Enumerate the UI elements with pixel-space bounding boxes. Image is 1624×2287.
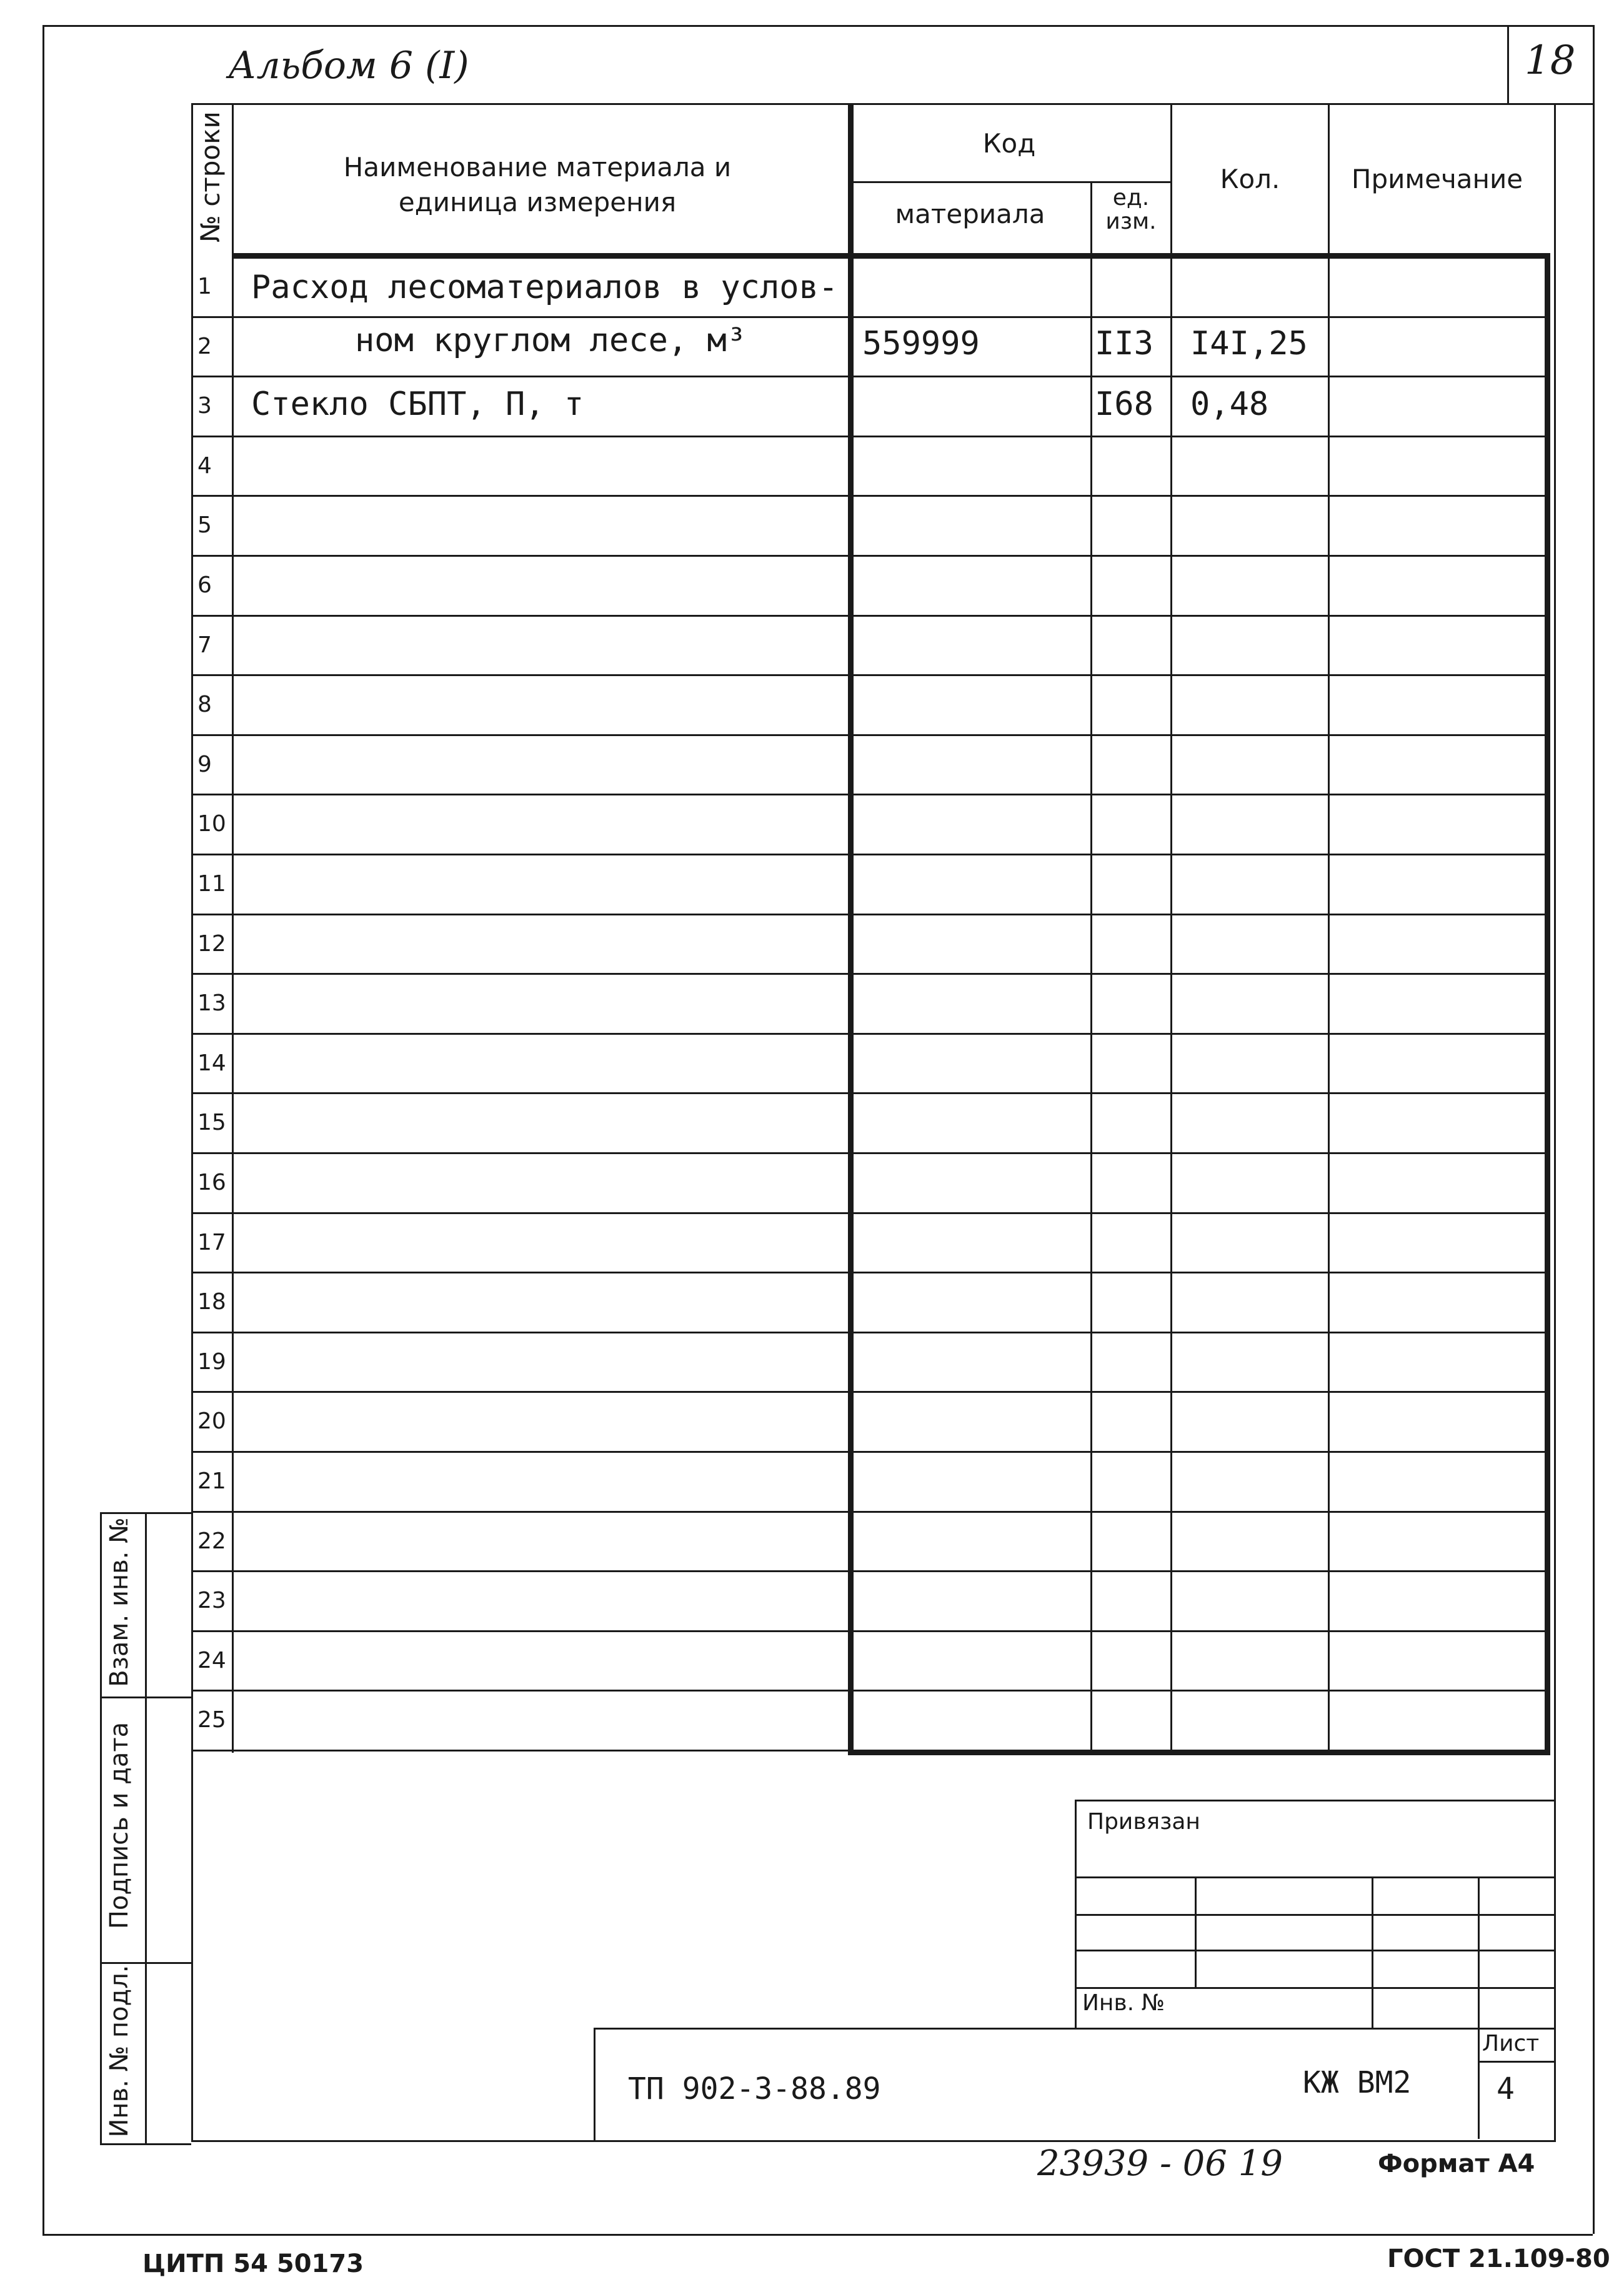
frame-bottom [42, 2234, 1593, 2236]
row-line [191, 1212, 1550, 1214]
header-code-unit: ед. изм. [1105, 185, 1157, 234]
row-number: 4 [197, 452, 212, 479]
rownum-divider [232, 103, 234, 1753]
row-number: 16 [197, 1170, 226, 1195]
row-number: 15 [197, 1110, 226, 1136]
row-number: 2 [197, 333, 212, 359]
header-qty: Кол. [1220, 164, 1280, 194]
header-note: Примечание [1351, 164, 1523, 194]
row-number: 6 [197, 572, 212, 598]
table-bottom [191, 2140, 1556, 2142]
frame-top [42, 25, 1593, 27]
row-number: 8 [197, 692, 212, 718]
format-label: Формат А4 [1378, 2150, 1535, 2178]
album-label: Альбом 6 (I) [228, 44, 469, 87]
row-number: 7 [197, 632, 212, 658]
row-2-qty: I4I,25 [1190, 325, 1308, 362]
row-number: 1 [197, 274, 212, 299]
table-top [191, 103, 1554, 105]
row-number: 9 [197, 751, 212, 777]
row-number: 10 [197, 811, 226, 837]
row-3-qty: 0,48 [1190, 386, 1269, 423]
row-line [191, 1511, 1550, 1513]
frame-left [42, 25, 44, 2234]
header-code-material: материала [895, 199, 1045, 229]
row-1-name: Расход лесоматериалов в услов- [251, 269, 839, 306]
qty-divider [1328, 103, 1330, 1753]
side-stamp-left [100, 1512, 102, 2143]
row-line [191, 1570, 1550, 1572]
stamp-podpis: Подпись и дата [105, 1721, 134, 1930]
row-line [191, 1630, 1550, 1632]
row-number: 21 [197, 1468, 226, 1494]
row-line [191, 1033, 1550, 1035]
row-number: 12 [197, 930, 226, 957]
page-number-box [1507, 25, 1509, 103]
row-line [191, 914, 1550, 915]
row-line [191, 854, 1550, 855]
row-line [191, 1272, 1550, 1273]
row-number: 19 [197, 1348, 226, 1375]
frame-right [1593, 25, 1595, 2234]
handwritten-footer: 23939 - 06 19 [1037, 2143, 1283, 2184]
row-number: 14 [197, 1050, 226, 1076]
row-number: 18 [197, 1289, 226, 1315]
material-divider [1090, 181, 1092, 1750]
row-line [191, 794, 1550, 795]
row-line [191, 316, 1550, 318]
table-right [1554, 103, 1556, 2140]
header-row-no: № строки [195, 111, 226, 242]
row-line [191, 615, 1550, 617]
row-line [191, 1451, 1550, 1453]
row-number: 11 [197, 871, 226, 897]
row-line [191, 495, 1550, 497]
row-3-name: Стекло СБПТ, П, т [251, 386, 584, 423]
data-area-bottom [848, 1750, 1550, 1755]
row-line [191, 1690, 1550, 1692]
row-line [191, 376, 1550, 377]
page-number: 18 [1525, 37, 1576, 84]
row-line [191, 734, 1550, 736]
row-2-unit: II3 [1095, 325, 1153, 362]
row-number: 23 [197, 1588, 226, 1614]
row-number: 5 [197, 512, 212, 539]
row-2-material: 559999 [862, 325, 980, 362]
unit-divider [1170, 103, 1172, 1753]
note-right-thick [1545, 253, 1550, 1751]
stamp-vzam: Взам. инв. № [105, 1517, 134, 1687]
row-2-name: ном круглом лесе, м³ [355, 322, 747, 359]
header-bottom [232, 253, 1550, 259]
title-stamp [594, 2028, 595, 2140]
row-line [191, 1332, 1550, 1333]
row-number: 22 [197, 1528, 226, 1554]
bottom-right-gost: ГОСТ 21.109-80 [1387, 2245, 1610, 2273]
sheet-label: Лист [1482, 2031, 1540, 2056]
doc-code: ТП 902-3-88.89 [628, 2071, 881, 2106]
privyazan-label: Привязан [1087, 1809, 1200, 1835]
doc-mark: КЖ ВМ2 [1303, 2065, 1412, 2100]
row-number: 13 [197, 990, 226, 1017]
header-code: Код [982, 128, 1036, 159]
row-number: 17 [197, 1229, 226, 1255]
stamp-inv: Инв. № подл. [105, 1965, 134, 2138]
row-line [191, 973, 1550, 975]
row-line [191, 436, 1550, 437]
name-divider [848, 103, 854, 1753]
row-line [191, 1391, 1550, 1393]
row-line [191, 1152, 1550, 1154]
table-left [191, 103, 193, 2140]
row-number: 24 [197, 1647, 226, 1673]
bottom-left-code: ЦИТП 54 50173 [142, 2250, 364, 2278]
row-line [191, 1092, 1550, 1094]
row-line [191, 674, 1550, 676]
header-name: Наименование материала и единица измерения [343, 152, 732, 217]
inv-no-label: Инв. № [1082, 1990, 1165, 2016]
row-number: 3 [197, 393, 212, 419]
row-line [191, 555, 1550, 557]
row-number: 25 [197, 1707, 226, 1733]
row-number: 20 [197, 1408, 226, 1435]
row-3-unit: I68 [1095, 386, 1153, 423]
sheet-value: 4 [1497, 2071, 1515, 2106]
